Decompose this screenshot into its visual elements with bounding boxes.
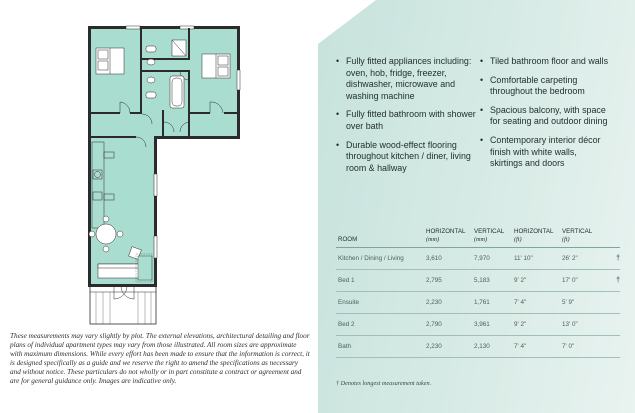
header-horizontal-ft: HORIZONTAL (ft) — [512, 228, 560, 248]
horizontal-mm: 2,795 — [424, 270, 472, 292]
longest-measurement-mark — [604, 336, 620, 358]
table-row — [336, 336, 620, 358]
horizontal-mm: 2,230 — [424, 336, 472, 358]
table-row — [336, 248, 620, 270]
disclaimer-text: These measurements may vary slightly by plot. The external elevations, architectural detailing and floor plans of individual apartment types may vary from those illustrated. All room sizes are approximate with maximum dimensions. While every effort has been made to ensure that the information is correct, it is designed specifically as a guide and we reserve the right to amend the specifications as necessary and without notice. These particulars do not wholly or in part constitute a contract or agreement and are for general guidance only. Images are indicative only. — [10, 332, 310, 385]
bed-2-furniture — [202, 54, 230, 78]
horizontal-ft: 7' 4" — [512, 292, 560, 314]
room-name: Bed 1 — [336, 270, 424, 292]
room-dimensions-table — [336, 228, 620, 358]
room-name: Kitchen / Dining / Living — [336, 248, 424, 270]
vertical-ft: 13' 0" — [560, 314, 604, 336]
features-column-2 — [480, 56, 610, 177]
floor-plan — [84, 24, 244, 326]
vertical-ft: 5' 9" — [560, 292, 604, 314]
feature-item: • Contemporary interior décor finish with white walls, skirtings and doors — [480, 135, 610, 170]
horizontal-ft: 9' 2" — [512, 270, 560, 292]
horizontal-mm: 3,610 — [424, 248, 472, 270]
horizontal-ft: 11' 10" — [512, 248, 560, 270]
vertical-mm: 5,183 — [472, 270, 512, 292]
longest-measurement-mark: † — [604, 248, 620, 270]
feature-item: • Durable wood-effect flooring throughout kitchen / diner, living room & hallway — [336, 140, 476, 175]
longest-measurement-mark — [604, 314, 620, 336]
feature-item: • Tiled bathroom floor and walls — [480, 56, 610, 68]
vertical-ft: 26' 2" — [560, 248, 604, 270]
horizontal-mm: 2,790 — [424, 314, 472, 336]
header-vertical-ft: VERTICAL (ft) — [560, 228, 604, 248]
header-vertical-mm: VERTICAL (mm) — [472, 228, 512, 248]
bed-1-furniture — [96, 48, 124, 74]
header-marker — [604, 228, 620, 248]
horizontal-ft: 7' 4" — [512, 336, 560, 358]
vertical-mm: 2,130 — [472, 336, 512, 358]
horizontal-ft: 9' 2" — [512, 314, 560, 336]
feature-item: • Spacious balcony, with space for seating and outdoor dining — [480, 105, 610, 128]
header-room: ROOM — [336, 228, 424, 248]
room-name: Bath — [336, 336, 424, 358]
feature-item: • Fully fitted bathroom with shower over bath — [336, 109, 476, 132]
panel-corner-cut — [318, 0, 376, 44]
feature-item: • Fully fitted appliances including: oven, hob, fridge, freezer, dishwasher, microwave and washing machine — [336, 56, 476, 102]
vertical-ft: 17' 0" — [560, 270, 604, 292]
table-row — [336, 292, 620, 314]
vertical-mm: 7,970 — [472, 248, 512, 270]
table-row — [336, 314, 620, 336]
longest-measurement-mark: † — [604, 270, 620, 292]
vertical-mm: 1,761 — [472, 292, 512, 314]
features-column-1 — [336, 56, 476, 181]
vertical-mm: 3,961 — [472, 314, 512, 336]
table-header-row — [336, 228, 620, 248]
room-name: Ensuite — [336, 292, 424, 314]
room-name: Bed 2 — [336, 314, 424, 336]
vertical-ft: 7' 0" — [560, 336, 604, 358]
footnote: † Denotes longest measurement taken. — [336, 380, 432, 387]
balcony — [90, 286, 156, 324]
header-horizontal-mm: HORIZONTAL (mm) — [424, 228, 472, 248]
horizontal-mm: 2,230 — [424, 292, 472, 314]
longest-measurement-mark — [604, 292, 620, 314]
feature-item: • Comfortable carpeting throughout the bedroom — [480, 75, 610, 98]
table-row — [336, 270, 620, 292]
